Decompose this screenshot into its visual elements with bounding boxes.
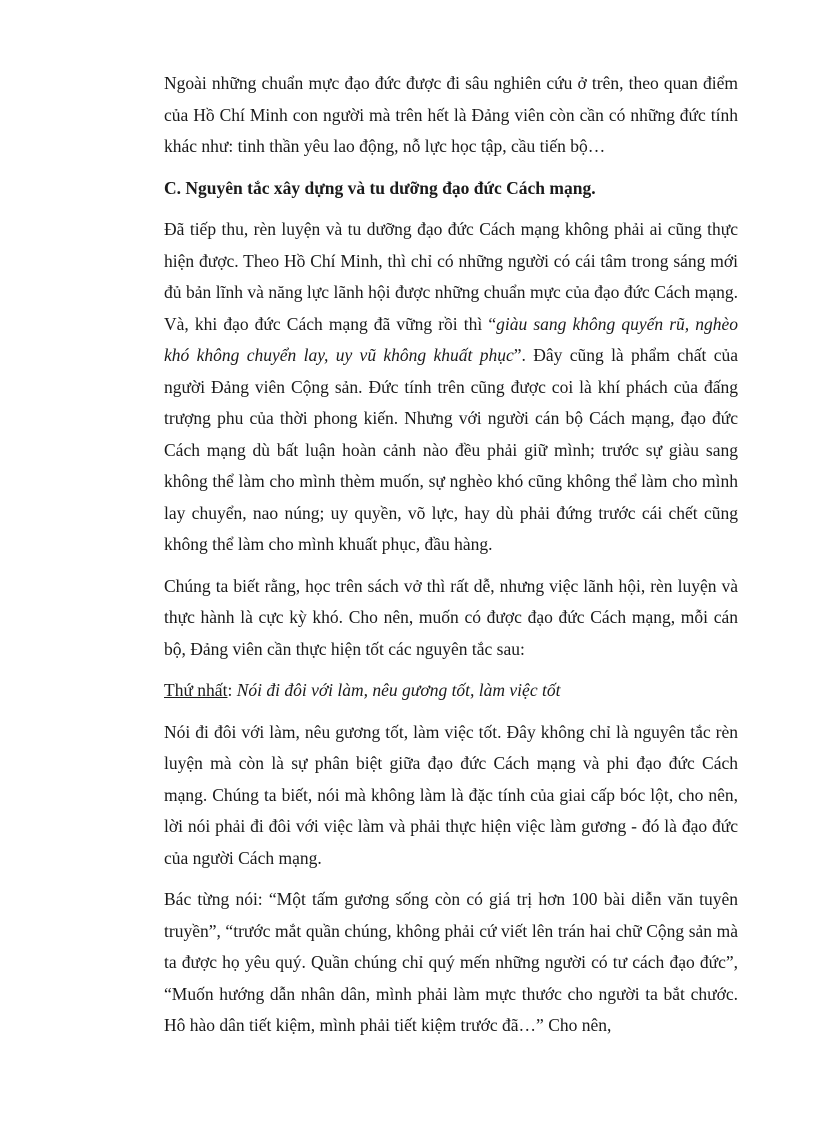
paragraph-2-text-after: ”. Đây cũng là phẩm chất của người Đảng viên Cộng sản. Đức tính trên cũng được coi là khí phách của đấng trượng phu của thời phong kiến. Nhưng với người cán bộ Cách mạng, đạo đức Cách mạng dù bất luận hoàn cảnh nào đều phải giữ mình; trước sự giàu sang không thể làm cho mình thèm muốn, sự nghèo khó cũng không thể làm cho mình lay chuyển, nao núng; uy quyền, võ lực, hay dù phải đứng trước cái chết cũng không thể làm cho mình khuất phục, đầu hàng.	[164, 345, 739, 554]
principle-label: Thứ nhất	[164, 680, 228, 700]
principle-title: Nói đi đôi với làm, nêu gương tốt, làm việc tốt	[236, 680, 561, 700]
paragraph-5	[164, 884, 738, 1042]
principle-colon: :	[227, 680, 237, 700]
paragraph-3-text: Chúng ta biết rằng, học trên sách vở thì rất dễ, nhưng việc lãnh hội, rèn luyện và thực hành là cực kỳ khó. Cho nên, muốn có được đạo đức Cách mạng, mỗi cán bộ, Đảng viên cần thực hiện tốt các nguyên tắc sau:	[164, 575, 738, 659]
paragraph-3	[164, 571, 738, 666]
paragraph-4	[164, 717, 738, 875]
paragraph-4-text: Nói đi đôi với làm, nêu gương tốt, làm việc tốt. Đây không chỉ là nguyên tắc rèn luyện mà còn là sự phân biệt giữa đạo đức Cách mạng và phi đạo đức Cách mạng. Chúng ta biết, nói mà không làm là đặc tính của giai cấp bóc lột, cho nên, lời nói phải đi đôi với việc làm và phải thực hiện việc làm gương - đó là đạo đức của người Cách mạng.	[164, 721, 738, 868]
paragraph-2-quote: giàu sang không quyến rũ, nghèo khó không chuyển lay, uy vũ không khuất phục	[164, 313, 738, 365]
section-heading	[164, 173, 738, 205]
paragraph-2-text-before: Đã tiếp thu, rèn luyện và tu dưỡng đạo đức Cách mạng không phải ai cũng thực hiện được. Theo Hồ Chí Minh, thì chỉ có những người có cái tâm trong sáng mới đủ bản lĩnh và năng lực lãnh hội được những chuẩn mực của đạo đức Cách mạng. Và, khi đạo đức Cách mạng đã vững rồi thì “	[164, 219, 738, 334]
paragraph-1-text: Ngoài những chuẩn mực đạo đức được đi sâu nghiên cứu ở trên, theo quan điểm của Hồ Chí Minh con người mà trên hết là Đảng viên còn cần có những đức tính khác như: tinh thần yêu lao động, nỗ lực học tập, cầu tiến bộ…	[164, 73, 738, 156]
paragraph-1	[164, 68, 738, 163]
paragraph-5-text: Bác từng nói: “Một tấm gương sống còn có giá trị hơn 100 bài diễn văn tuyên truyền”, “trước mắt quần chúng, không phải cứ viết lên trán hai chữ Cộng sản mà ta được họ yêu quý. Quần chúng chỉ quý mến những người có tư cách đạo đức”, “Muốn hướng dẫn nhân dân, mình phải làm mực thước cho người ta bắt chước. Hô hào dân tiết kiệm, mình phải tiết kiệm trước đã…” Cho nên,	[164, 889, 738, 1035]
principle-subheading	[164, 675, 738, 707]
document-body	[164, 68, 738, 1052]
section-heading-text: C. Nguyên tắc xây dựng và tu dưỡng đạo đức Cách mạng.	[164, 177, 596, 198]
paragraph-2	[164, 214, 738, 561]
